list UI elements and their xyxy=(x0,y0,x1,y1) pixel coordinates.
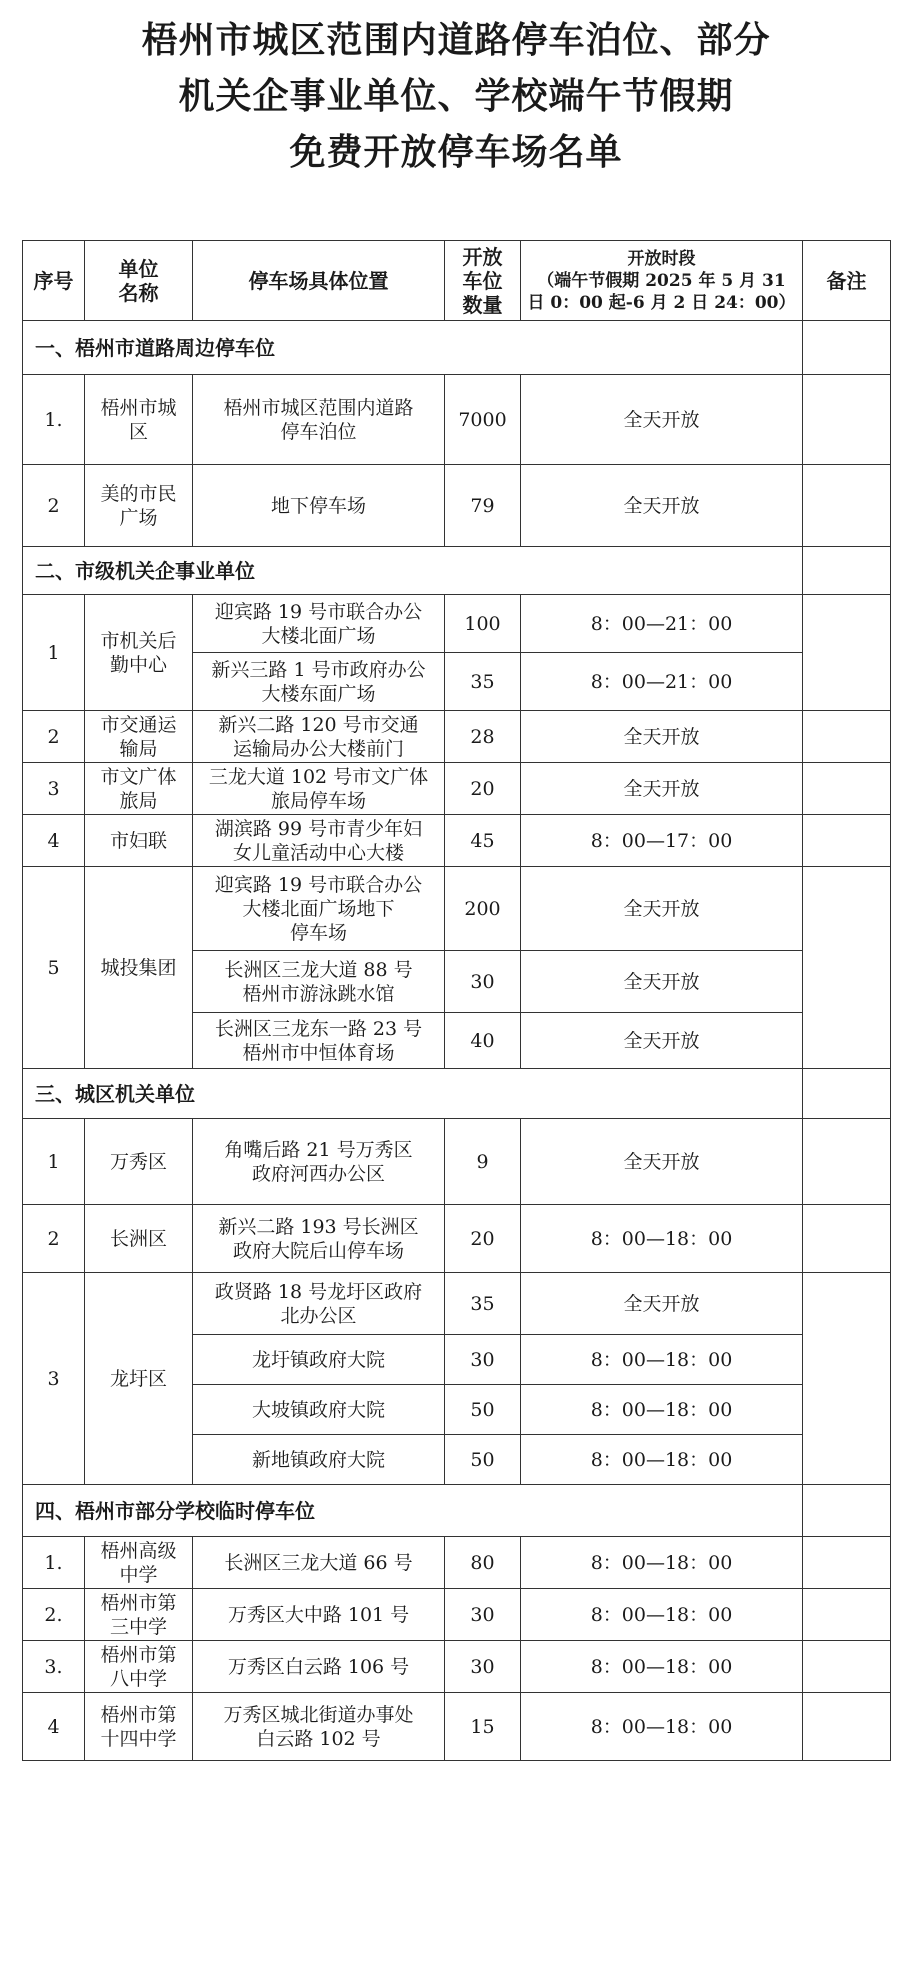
remark-cell xyxy=(803,867,891,1069)
time-cell: 全天开放 xyxy=(521,1119,803,1205)
location-line: 旅局停车场 xyxy=(270,789,366,812)
unit-cell xyxy=(85,595,193,711)
title-line: 机关企事业单位、学校端午节假期 xyxy=(178,75,734,117)
time-cell: 8：00—18：00 xyxy=(521,1641,803,1693)
spaces-cell: 20 xyxy=(445,1205,521,1273)
remark-cell xyxy=(803,1069,891,1119)
remark-cell xyxy=(803,815,891,867)
table-row xyxy=(23,1693,891,1761)
location-line: 湖滨路 99 号市青少年妇 xyxy=(214,817,423,840)
remark-cell xyxy=(803,1485,891,1537)
location-line: 大楼北面广场 xyxy=(261,624,376,647)
section-row xyxy=(23,1069,891,1119)
header-time-line: （端午节假期 2025 年 5 月 31 xyxy=(537,270,786,291)
time-cell: 8：00—21：00 xyxy=(521,653,803,711)
remark-cell xyxy=(803,465,891,547)
unit-line: 市交通运 xyxy=(100,713,177,736)
unit-line: 输局 xyxy=(119,737,158,760)
seq-cell: 3. xyxy=(23,1641,85,1693)
section-title: 三、城区机关单位 xyxy=(23,1069,803,1119)
unit-line: 广场 xyxy=(119,506,158,529)
spaces-cell: 30 xyxy=(445,951,521,1013)
spaces-cell: 28 xyxy=(445,711,521,763)
section-row xyxy=(23,547,891,595)
seq-cell: 2. xyxy=(23,1589,85,1641)
remark-cell xyxy=(803,375,891,465)
remark-cell xyxy=(803,1641,891,1693)
location-line: 新兴二路 120 号市交通 xyxy=(218,713,419,736)
spaces-cell: 40 xyxy=(445,1013,521,1069)
unit-line: 市文广体 xyxy=(100,765,177,788)
seq-cell: 1 xyxy=(23,1119,85,1205)
location-cell xyxy=(193,867,445,951)
header-unit-line: 名称 xyxy=(118,280,159,305)
location-line: 梧州市城区范围内道路 xyxy=(223,396,414,419)
unit-line: 市机关后 xyxy=(100,629,177,652)
spaces-cell: 80 xyxy=(445,1537,521,1589)
seq-cell: 2 xyxy=(23,465,85,547)
location-cell xyxy=(193,1335,445,1385)
header-spaces xyxy=(445,241,521,321)
table-row xyxy=(23,1205,891,1273)
location-line: 白云路 102 号 xyxy=(256,1727,381,1750)
location-line: 迎宾路 19 号市联合办公 xyxy=(214,873,423,896)
remark-cell xyxy=(803,1589,891,1641)
section-row xyxy=(23,321,891,375)
table-header-row xyxy=(23,241,891,321)
location-cell xyxy=(193,375,445,465)
location-line: 龙圩镇政府大院 xyxy=(251,1348,385,1371)
location-line: 停车泊位 xyxy=(280,420,357,443)
location-cell xyxy=(193,1273,445,1335)
header-remark: 备注 xyxy=(803,241,891,321)
time-cell: 全天开放 xyxy=(521,1273,803,1335)
unit-line: 中学 xyxy=(119,1563,158,1586)
location-cell xyxy=(193,951,445,1013)
spaces-cell: 15 xyxy=(445,1693,521,1761)
location-line: 迎宾路 19 号市联合办公 xyxy=(214,600,423,623)
table-row xyxy=(23,1589,891,1641)
seq-cell: 1. xyxy=(23,375,85,465)
unit-line: 美的市民 xyxy=(100,482,177,505)
unit-line: 旅局 xyxy=(119,789,158,812)
seq-cell: 4 xyxy=(23,1693,85,1761)
location-line: 万秀区大中路 101 号 xyxy=(227,1603,410,1626)
location-cell xyxy=(193,1589,445,1641)
location-line: 停车场 xyxy=(289,921,347,944)
spaces-cell: 100 xyxy=(445,595,521,653)
location-cell xyxy=(193,1119,445,1205)
location-cell xyxy=(193,1435,445,1485)
header-spaces-line: 车位 xyxy=(462,268,503,293)
unit-cell xyxy=(85,1641,193,1693)
header-location: 停车场具体位置 xyxy=(193,241,445,321)
time-cell: 全天开放 xyxy=(521,465,803,547)
remark-cell xyxy=(803,1693,891,1761)
seq-cell: 3 xyxy=(23,1273,85,1485)
table-row xyxy=(23,595,891,653)
table-row xyxy=(23,1273,891,1335)
table-body xyxy=(23,321,891,1761)
location-cell xyxy=(193,1205,445,1273)
spaces-cell: 50 xyxy=(445,1385,521,1435)
time-cell: 8：00—18：00 xyxy=(521,1335,803,1385)
location-line: 大楼北面广场地下 xyxy=(242,897,395,920)
header-spaces-line: 开放 xyxy=(462,244,503,269)
section-title: 二、市级机关企事业单位 xyxy=(23,547,803,595)
unit-line: 十四中学 xyxy=(100,1727,177,1750)
unit-cell xyxy=(85,1537,193,1589)
unit-cell xyxy=(85,375,193,465)
location-line: 三龙大道 102 号市文广体 xyxy=(208,765,429,788)
location-line: 长洲区三龙东一路 23 号 xyxy=(214,1017,423,1040)
unit-line: 市妇联 xyxy=(109,829,167,852)
time-cell: 全天开放 xyxy=(521,375,803,465)
time-cell: 8：00—18：00 xyxy=(521,1385,803,1435)
spaces-cell: 30 xyxy=(445,1589,521,1641)
location-line: 大坡镇政府大院 xyxy=(251,1398,385,1421)
remark-cell xyxy=(803,1119,891,1205)
remark-cell xyxy=(803,1537,891,1589)
location-line: 女儿童活动中心大楼 xyxy=(232,841,404,864)
header-seq: 序号 xyxy=(23,241,85,321)
location-line: 政府大院后山停车场 xyxy=(232,1239,404,1262)
remark-cell xyxy=(803,763,891,815)
unit-cell xyxy=(85,763,193,815)
location-line: 长洲区三龙大道 66 号 xyxy=(224,1551,413,1574)
spaces-cell: 9 xyxy=(445,1119,521,1205)
parking-table xyxy=(22,240,891,1761)
location-cell xyxy=(193,711,445,763)
location-line: 大楼东面广场 xyxy=(261,682,376,705)
location-line: 政府河西办公区 xyxy=(251,1162,385,1185)
header-time-line: 开放时段 xyxy=(627,248,696,269)
spaces-cell: 7000 xyxy=(445,375,521,465)
spaces-cell: 35 xyxy=(445,1273,521,1335)
location-cell xyxy=(193,653,445,711)
table-row xyxy=(23,867,891,951)
seq-cell: 5 xyxy=(23,867,85,1069)
table-row xyxy=(23,375,891,465)
time-cell: 8：00—18：00 xyxy=(521,1589,803,1641)
location-line: 地下停车场 xyxy=(270,494,366,517)
location-cell xyxy=(193,1693,445,1761)
location-cell xyxy=(193,1385,445,1435)
location-cell xyxy=(193,595,445,653)
location-cell xyxy=(193,465,445,547)
table-row xyxy=(23,815,891,867)
location-line: 梧州市中恒体育场 xyxy=(242,1041,395,1064)
unit-cell xyxy=(85,1693,193,1761)
unit-line: 龙圩区 xyxy=(109,1367,167,1390)
unit-cell xyxy=(85,711,193,763)
table-row xyxy=(23,1537,891,1589)
spaces-cell: 45 xyxy=(445,815,521,867)
location-line: 新兴二路 193 号长洲区 xyxy=(218,1215,419,1238)
location-cell xyxy=(193,1641,445,1693)
location-line: 政贤路 18 号龙圩区政府 xyxy=(214,1280,423,1303)
location-cell xyxy=(193,1013,445,1069)
title-line: 免费开放停车场名单 xyxy=(289,131,623,173)
seq-cell: 3 xyxy=(23,763,85,815)
unit-line: 梧州高级 xyxy=(100,1539,177,1562)
time-cell: 全天开放 xyxy=(521,711,803,763)
unit-line: 八中学 xyxy=(109,1667,167,1690)
unit-line: 万秀区 xyxy=(109,1150,167,1173)
spaces-cell: 20 xyxy=(445,763,521,815)
unit-line: 梧州市第 xyxy=(100,1703,177,1726)
table-row xyxy=(23,1641,891,1693)
time-cell: 8：00—18：00 xyxy=(521,1435,803,1485)
location-line: 新地镇政府大院 xyxy=(251,1448,385,1471)
time-cell: 8：00—18：00 xyxy=(521,1205,803,1273)
unit-cell xyxy=(85,1205,193,1273)
unit-cell xyxy=(85,465,193,547)
section-title: 一、梧州市道路周边停车位 xyxy=(23,321,803,375)
location-cell xyxy=(193,1537,445,1589)
header-time-line: 日 0：00 起-6 月 2 日 24：00） xyxy=(527,292,796,313)
document-title xyxy=(0,0,912,180)
unit-cell xyxy=(85,1589,193,1641)
location-cell xyxy=(193,815,445,867)
location-line: 长洲区三龙大道 88 号 xyxy=(224,958,413,981)
remark-cell xyxy=(803,595,891,711)
time-cell: 8：00—18：00 xyxy=(521,1693,803,1761)
unit-line: 城投集团 xyxy=(100,956,177,979)
location-line: 运输局办公大楼前门 xyxy=(232,737,404,760)
time-cell: 8：00—18：00 xyxy=(521,1537,803,1589)
header-unit xyxy=(85,241,193,321)
time-cell: 全天开放 xyxy=(521,763,803,815)
header-unit-line: 单位 xyxy=(118,256,159,281)
unit-line: 勤中心 xyxy=(109,653,167,676)
location-line: 万秀区白云路 106 号 xyxy=(227,1655,410,1678)
table-row xyxy=(23,763,891,815)
spaces-cell: 50 xyxy=(445,1435,521,1485)
location-line: 新兴三路 1 号市政府办公 xyxy=(211,658,426,681)
table-row xyxy=(23,1119,891,1205)
seq-cell: 4 xyxy=(23,815,85,867)
unit-cell xyxy=(85,815,193,867)
unit-line: 区 xyxy=(128,420,148,443)
unit-cell xyxy=(85,1273,193,1485)
title-line: 梧州市城区范围内道路停车泊位、部分 xyxy=(141,19,771,61)
section-row xyxy=(23,1485,891,1537)
time-cell: 8：00—21：00 xyxy=(521,595,803,653)
remark-cell xyxy=(803,547,891,595)
time-cell: 全天开放 xyxy=(521,1013,803,1069)
time-cell: 全天开放 xyxy=(521,951,803,1013)
spaces-cell: 79 xyxy=(445,465,521,547)
spaces-cell: 30 xyxy=(445,1641,521,1693)
unit-line: 梧州市第 xyxy=(100,1591,177,1614)
remark-cell xyxy=(803,321,891,375)
time-cell: 全天开放 xyxy=(521,867,803,951)
remark-cell xyxy=(803,711,891,763)
header-spaces-line: 数量 xyxy=(462,292,503,317)
location-line: 万秀区城北街道办事处 xyxy=(223,1703,414,1726)
unit-line: 梧州市城 xyxy=(100,396,177,419)
header-time xyxy=(521,241,803,321)
location-line: 北办公区 xyxy=(280,1304,357,1327)
unit-line: 梧州市第 xyxy=(100,1643,177,1666)
unit-line: 三中学 xyxy=(109,1615,167,1638)
time-cell: 8：00—17：00 xyxy=(521,815,803,867)
seq-cell: 1 xyxy=(23,595,85,711)
remark-cell xyxy=(803,1273,891,1485)
seq-cell: 2 xyxy=(23,711,85,763)
location-line: 角嘴后路 21 号万秀区 xyxy=(224,1138,413,1161)
remark-cell xyxy=(803,1205,891,1273)
seq-cell: 1. xyxy=(23,1537,85,1589)
spaces-cell: 200 xyxy=(445,867,521,951)
section-title: 四、梧州市部分学校临时停车位 xyxy=(23,1485,803,1537)
table-row xyxy=(23,711,891,763)
unit-cell xyxy=(85,1119,193,1205)
location-line: 梧州市游泳跳水馆 xyxy=(242,982,395,1005)
unit-line: 长洲区 xyxy=(109,1227,167,1250)
spaces-cell: 35 xyxy=(445,653,521,711)
seq-cell: 2 xyxy=(23,1205,85,1273)
location-cell xyxy=(193,763,445,815)
spaces-cell: 30 xyxy=(445,1335,521,1385)
table-row xyxy=(23,465,891,547)
unit-cell xyxy=(85,867,193,1069)
